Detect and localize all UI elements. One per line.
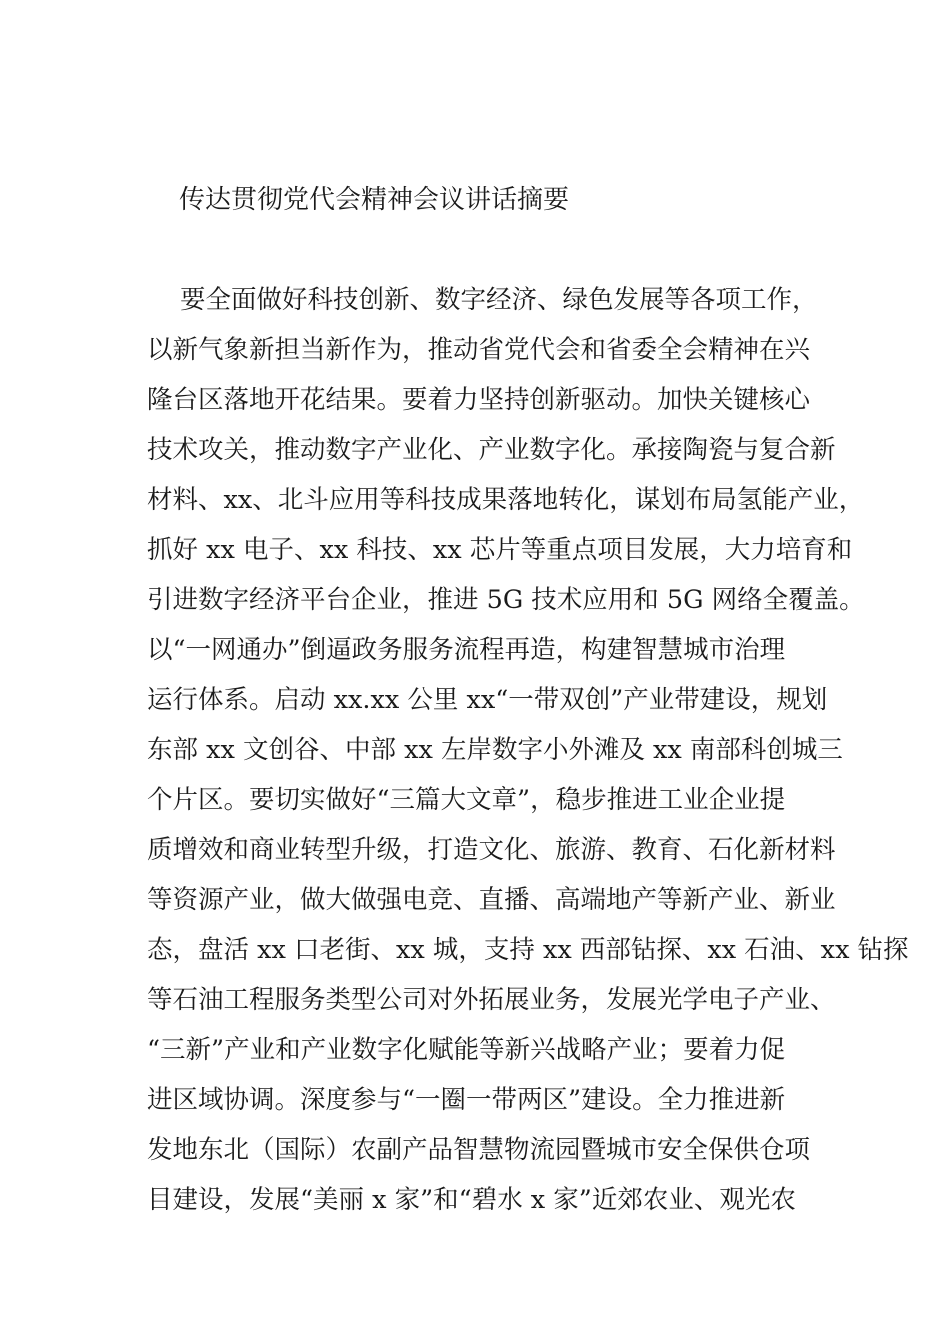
paragraph-line: 等石油工程服务类型公司对外拓展业务，发展光学电子产业、 xyxy=(147,985,836,1015)
paragraph-line: 运行体系。启动 xx.xx 公里 xx“一带双创”产业带建设，规划 xyxy=(147,685,828,715)
paragraph-line: 个片区。要切实做好“三篇大文章”，稳步推进工业企业提 xyxy=(147,785,786,815)
paragraph-line: 技术攻关，推动数字产业化、产业数字化。承接陶瓷与复合新 xyxy=(147,435,836,465)
paragraph-line: 目建设，发展“美丽 x 家”和“碧水 x 家”近郊农业、观光农 xyxy=(147,1185,796,1215)
paragraph-line: 等资源产业，做大做强电竞、直播、高端地产等新产业、新业 xyxy=(147,885,836,915)
paragraph-line: 进区域协调。深度参与“一圈一带两区”建设。全力推进新 xyxy=(147,1085,786,1115)
document-title: 传达贯彻党代会精神会议讲话摘要 xyxy=(179,185,570,215)
paragraph-line: 态，盘活 xx 口老街、xx 城，支持 xx 西部钻探、xx 石油、xx 钻探 xyxy=(147,935,909,965)
paragraph-line: “三新”产业和产业数字化赋能等新兴战略产业；要着力促 xyxy=(147,1035,786,1065)
paragraph-line: 发地东北（国际）农副产品智慧物流园暨城市安全保供仓项 xyxy=(147,1135,811,1165)
paragraph-line: 以新气象新担当新作为，推动省党代会和省委全会精神在兴 xyxy=(147,335,811,365)
paragraph-line: 材料、xx、北斗应用等科技成果落地转化，谋划布局氢能产业， xyxy=(147,485,865,515)
paragraph-line: 引进数字经济平台企业，推进 5G 技术应用和 5G 网络全覆盖。 xyxy=(147,585,865,615)
paragraph-line: 以“一网通办”倒逼政务服务流程再造，构建智慧城市治理 xyxy=(147,635,786,665)
paragraph-line: 隆台区落地开花结果。要着力坚持创新驱动。加快关键核心 xyxy=(147,385,811,415)
paragraph-line: 质增效和商业转型升级，打造文化、旅游、教育、石化新材料 xyxy=(147,835,836,865)
paragraph-line: 要全面做好科技创新、数字经济、绿色发展等各项工作， xyxy=(180,285,818,315)
paragraph-line: 抓好 xx 电子、xx 科技、xx 芯片等重点项目发展，大力培育和 xyxy=(147,535,853,565)
document-body xyxy=(147,275,909,1225)
paragraph-line: 东部 xx 文创谷、中部 xx 左岸数字小外滩及 xx 南部科创城三 xyxy=(147,735,843,765)
